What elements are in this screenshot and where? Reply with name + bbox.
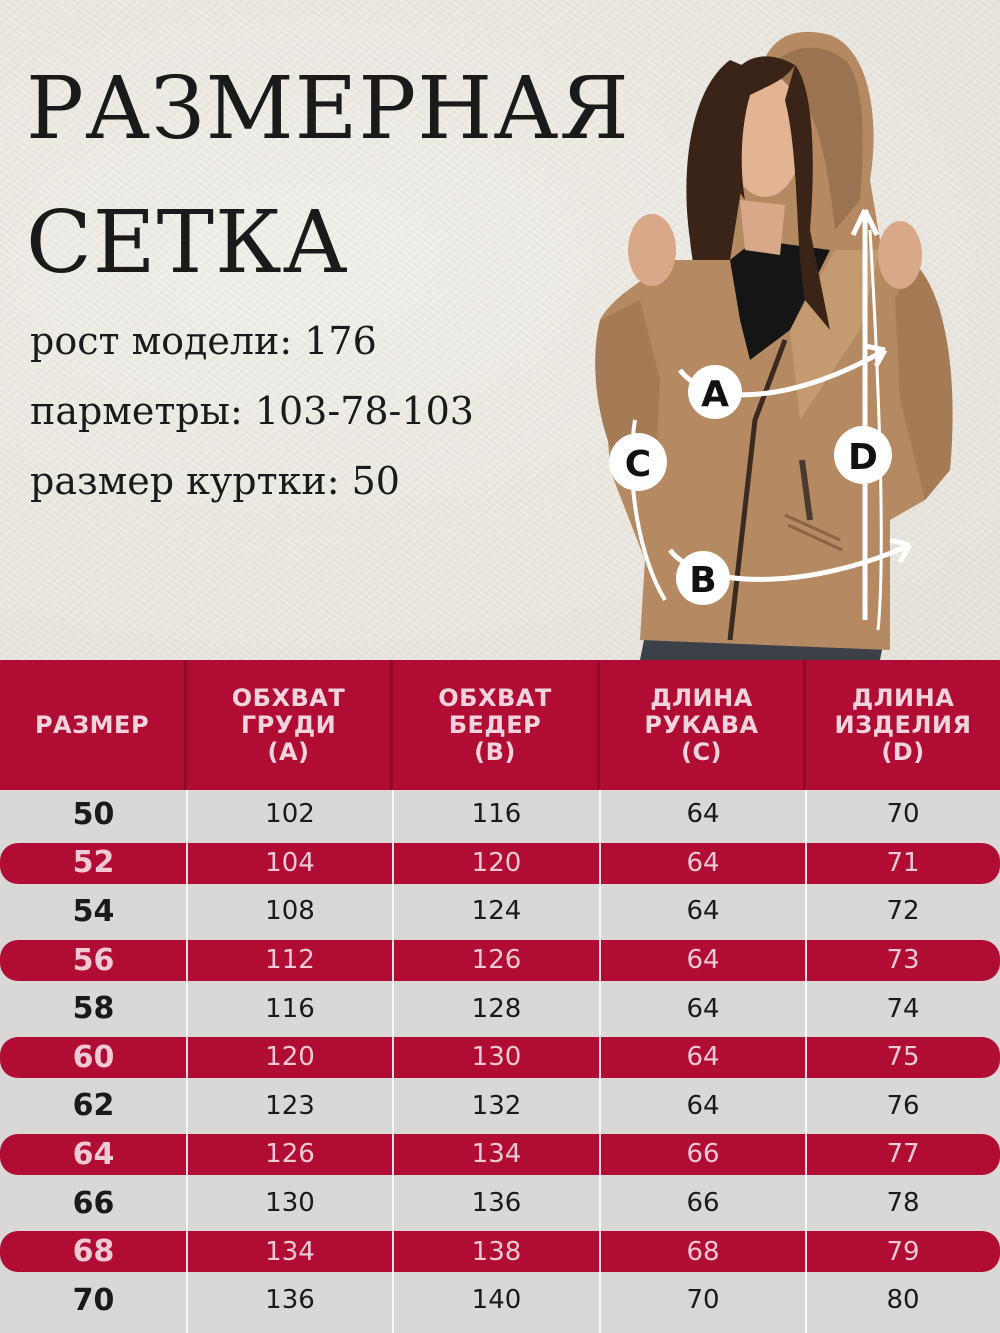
column-header-0 xyxy=(0,660,187,790)
column-divider xyxy=(186,790,188,1333)
size-cell: 54 xyxy=(72,893,115,929)
label-b xyxy=(676,551,730,605)
table-cell: 64 xyxy=(686,1090,720,1121)
table-cell: 76 xyxy=(886,1090,920,1121)
size-cell: 56 xyxy=(72,942,115,978)
size-cell: 70 xyxy=(72,1282,115,1318)
table-header xyxy=(0,660,1000,790)
column-header-2 xyxy=(393,660,600,790)
table-row xyxy=(0,1033,1000,1082)
table-cell: 138 xyxy=(471,1236,522,1267)
table-cell: 120 xyxy=(265,1042,315,1073)
table-cell: 80 xyxy=(886,1285,920,1316)
size-cell: 52 xyxy=(72,845,115,881)
size-cell: 58 xyxy=(72,991,115,1027)
table-cell: 120 xyxy=(471,847,522,878)
table-cell: 72 xyxy=(886,896,920,927)
table-cell: 140 xyxy=(471,1285,522,1316)
table-cell: 128 xyxy=(471,993,522,1024)
column-header-line: ДЛИНА xyxy=(650,683,753,712)
header-area xyxy=(0,0,1000,660)
label-a xyxy=(688,365,742,419)
table-cell: 75 xyxy=(886,1042,920,1073)
column-header-line: РАЗМЕР xyxy=(34,710,150,739)
table-cell: 64 xyxy=(686,896,720,927)
column-header-line: ИЗДЕЛИЯ xyxy=(834,710,972,739)
column-header-line: ДЛИНА xyxy=(851,683,955,712)
svg-text:A: A xyxy=(701,374,729,415)
table-cell: 126 xyxy=(265,1139,315,1170)
table-cell: 70 xyxy=(886,799,920,830)
model-illustration xyxy=(580,0,1000,660)
column-header-3 xyxy=(600,660,806,790)
neck xyxy=(740,200,785,255)
size-cell: 60 xyxy=(72,1039,115,1075)
label-c xyxy=(609,433,667,491)
column-header-line: (D) xyxy=(881,737,925,766)
table-cell: 134 xyxy=(471,1139,522,1170)
table-row xyxy=(0,936,1000,985)
column-header-line: РУКАВА xyxy=(644,710,759,739)
table-cell: 77 xyxy=(886,1139,920,1170)
table-cell: 70 xyxy=(686,1285,720,1316)
table-cell: 71 xyxy=(886,847,920,878)
page-title-line-1: РАЗМЕРНАЯ xyxy=(26,59,630,159)
table-cell: 64 xyxy=(686,993,720,1024)
table-cell: 66 xyxy=(686,1139,720,1170)
model-height: рост модели: 176 xyxy=(30,319,377,363)
table-row xyxy=(0,1130,1000,1179)
column-header-line: (B) xyxy=(474,737,516,766)
svg-text:B: B xyxy=(689,560,717,601)
column-header-4 xyxy=(806,660,1000,790)
size-cell: 62 xyxy=(72,1088,115,1124)
column-header-line: (C) xyxy=(680,737,723,766)
table-row xyxy=(0,887,1000,936)
table-cell: 78 xyxy=(886,1188,920,1219)
table-cell: 130 xyxy=(265,1188,315,1219)
table-row xyxy=(0,1227,1000,1276)
size-cell: 66 xyxy=(72,1185,115,1221)
table-cell: 102 xyxy=(265,799,315,830)
page-title-line-2: СЕТКА xyxy=(26,193,349,293)
column-divider xyxy=(392,790,394,1333)
table-row xyxy=(0,839,1000,888)
table-row xyxy=(0,984,1000,1033)
table-cell: 136 xyxy=(265,1285,315,1316)
column-divider xyxy=(599,790,601,1333)
table-cell: 136 xyxy=(471,1188,522,1219)
column-header-line: (A) xyxy=(267,737,310,766)
label-d xyxy=(834,426,892,484)
table-cell: 64 xyxy=(686,945,720,976)
table-cell: 134 xyxy=(265,1236,315,1267)
table-row xyxy=(0,790,1000,839)
table-row xyxy=(0,1082,1000,1131)
table-cell: 68 xyxy=(686,1236,720,1267)
size-cell: 68 xyxy=(72,1234,115,1270)
table-cell: 66 xyxy=(686,1188,720,1219)
column-header-1 xyxy=(187,660,393,790)
table-cell: 130 xyxy=(471,1042,522,1073)
column-header-line: ОБХВАТ xyxy=(438,683,552,712)
svg-text:D: D xyxy=(848,437,878,478)
table-cell: 64 xyxy=(686,799,720,830)
table-cell: 124 xyxy=(471,896,522,927)
column-divider xyxy=(805,790,807,1333)
size-cell: 64 xyxy=(72,1136,115,1172)
table-cell: 64 xyxy=(686,1042,720,1073)
right-hand xyxy=(878,221,922,289)
table-row xyxy=(0,1276,1000,1325)
table-cell: 64 xyxy=(686,847,720,878)
svg-text:C: C xyxy=(624,444,652,485)
table-cell: 112 xyxy=(265,945,315,976)
table-cell: 74 xyxy=(886,993,920,1024)
table-cell: 132 xyxy=(471,1090,522,1121)
size-table xyxy=(0,660,1000,1333)
column-header-line: ГРУДИ xyxy=(240,710,337,739)
table-cell: 104 xyxy=(265,847,315,878)
table-cell: 108 xyxy=(265,896,315,927)
table-cell: 116 xyxy=(265,993,315,1024)
size-cell: 50 xyxy=(72,796,115,832)
table-cell: 79 xyxy=(886,1236,920,1267)
table-cell: 116 xyxy=(471,799,522,830)
table-cell: 126 xyxy=(471,945,522,976)
model-jacket-size: размер куртки: 50 xyxy=(30,459,400,503)
column-header-line: ОБХВАТ xyxy=(231,683,346,712)
column-header-line: БЕДЕР xyxy=(448,710,542,739)
model-parameters: парметры: 103-78-103 xyxy=(30,389,474,433)
table-cell: 123 xyxy=(265,1090,315,1121)
table-cell: 73 xyxy=(886,945,920,976)
left-hand xyxy=(628,214,676,286)
table-row xyxy=(0,1179,1000,1228)
